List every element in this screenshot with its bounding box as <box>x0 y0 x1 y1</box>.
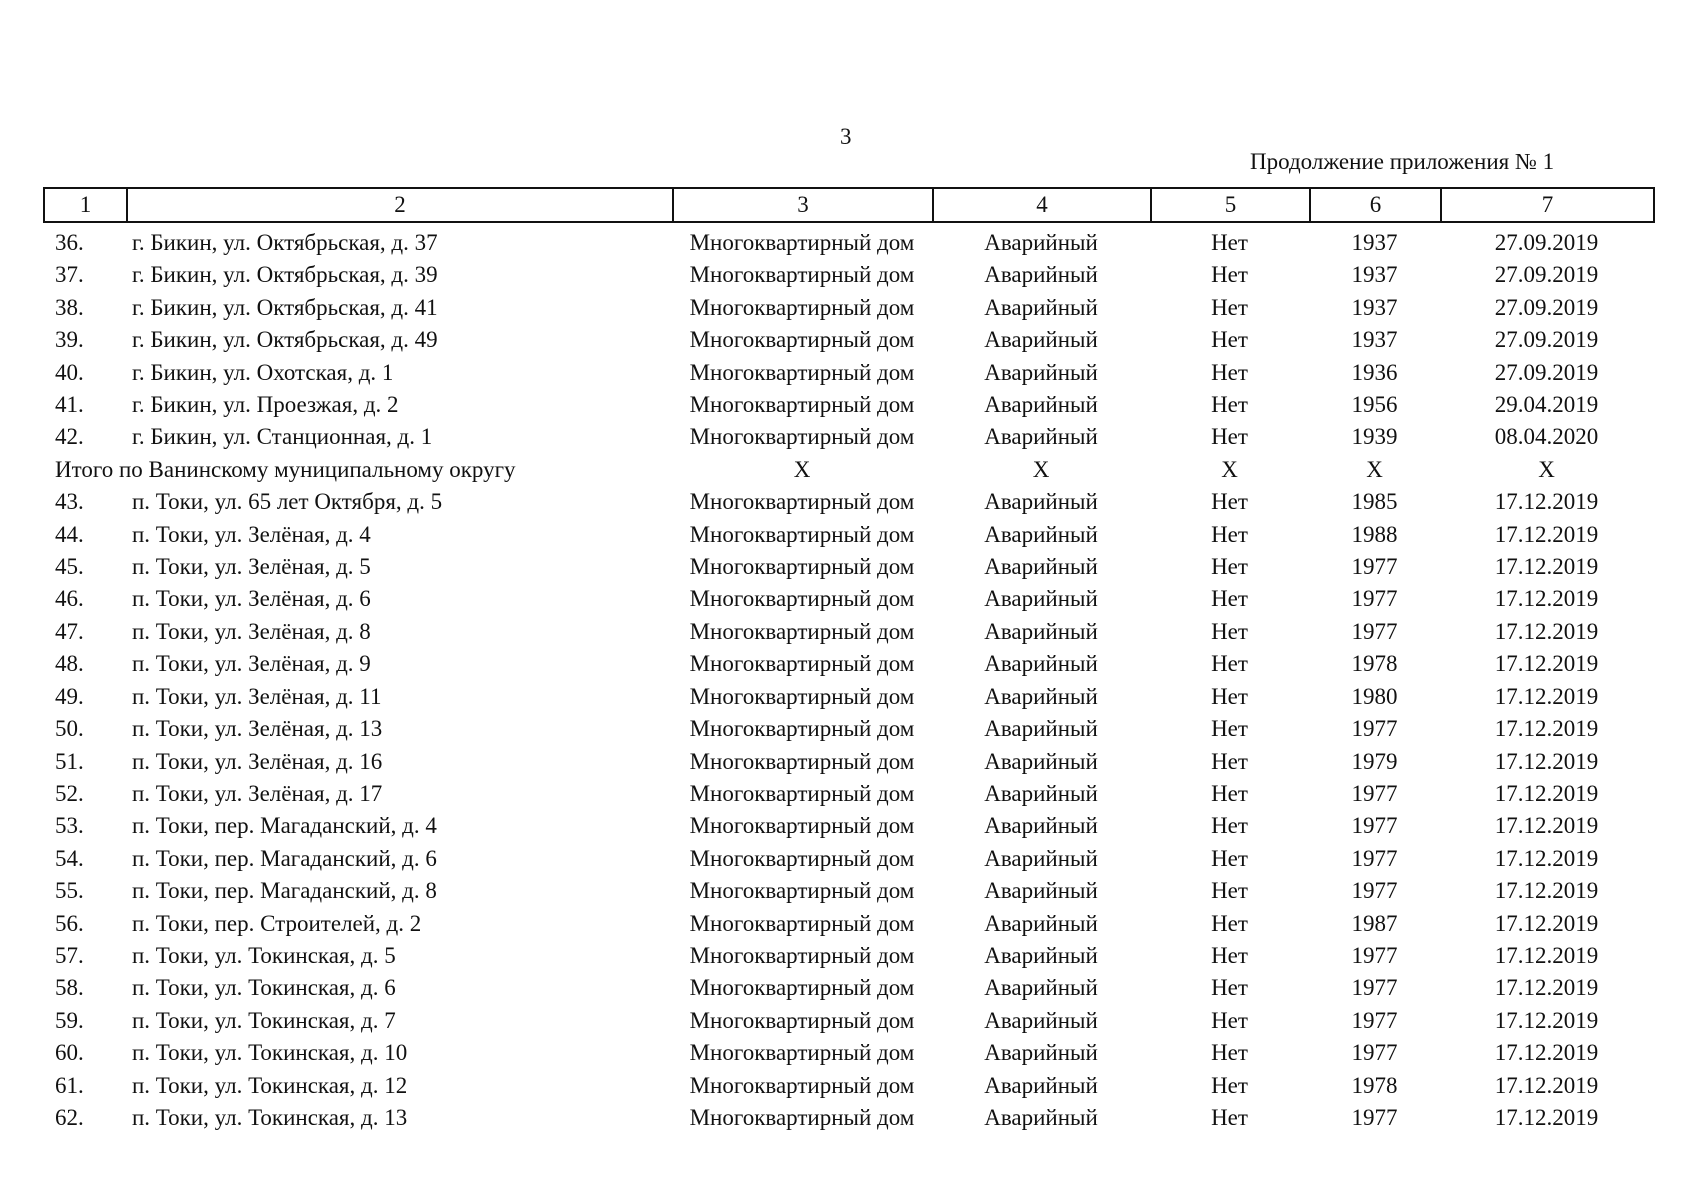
row-address: п. Токи, ул. Зелёная, д. 16 <box>132 748 383 774</box>
table-row <box>43 551 1653 583</box>
row-flag: Нет <box>1211 359 1248 385</box>
table-row <box>43 421 1653 453</box>
row-address: п. Токи, ул. Зелёная, д. 17 <box>132 780 383 806</box>
table-row <box>43 1070 1653 1102</box>
row-address: г. Бикин, ул. Октябрьская, д. 41 <box>132 294 438 320</box>
row-date: 17.12.2019 <box>1494 813 1599 839</box>
subtotal-year: X <box>1366 456 1383 482</box>
row-flag: Нет <box>1211 1104 1248 1130</box>
row-date: 27.09.2019 <box>1494 359 1599 385</box>
row-building-type: Многоквартирный дом <box>689 1040 915 1066</box>
subtotal-date: X <box>1538 456 1555 482</box>
row-year: 1978 <box>1351 1072 1398 1098</box>
row-year: 1980 <box>1351 683 1398 709</box>
row-address: п. Токи, ул. Токинская, д. 10 <box>132 1040 408 1066</box>
row-condition: Аварийный <box>984 230 1098 255</box>
row-flag: Нет <box>1211 1007 1248 1033</box>
row-flag: Нет <box>1211 392 1248 418</box>
table-row <box>43 843 1653 875</box>
row-year: 1977 <box>1351 716 1398 742</box>
row-flag: Нет <box>1211 1072 1248 1098</box>
page-number: 3 <box>840 124 852 149</box>
row-number: 46. <box>55 586 84 612</box>
row-flag: Нет <box>1211 294 1248 320</box>
row-condition: Аварийный <box>984 1040 1098 1066</box>
table-row <box>43 519 1653 551</box>
row-condition: Аварийный <box>984 845 1098 871</box>
row-number: 59. <box>55 1007 84 1033</box>
row-year: 1937 <box>1351 327 1398 353</box>
row-flag: Нет <box>1211 327 1248 353</box>
row-building-type: Многоквартирный дом <box>689 1104 915 1130</box>
row-flag: Нет <box>1211 262 1248 288</box>
row-year: 1977 <box>1351 813 1398 839</box>
table-row <box>43 1037 1653 1069</box>
row-address: п. Токи, пер. Магаданский, д. 6 <box>132 845 437 871</box>
row-number: 56. <box>55 910 84 936</box>
subtotal-type: X <box>793 456 811 482</box>
table-row <box>43 616 1653 648</box>
row-building-type: Многоквартирный дом <box>689 294 915 320</box>
row-flag: Нет <box>1211 489 1248 515</box>
row-building-type: Многоквартирный дом <box>689 1007 915 1033</box>
row-address: п. Токи, ул. Токинская, д. 13 <box>132 1104 408 1130</box>
row-number: 58. <box>55 975 84 1001</box>
subtotal-flag: X <box>1221 456 1238 482</box>
row-flag: Нет <box>1211 586 1248 612</box>
row-number: 53. <box>55 813 84 839</box>
row-condition: Аварийный <box>984 942 1098 968</box>
row-year: 1936 <box>1351 359 1398 385</box>
table-row <box>43 292 1653 324</box>
row-condition: Аварийный <box>984 521 1098 547</box>
row-building-type: Многоквартирный дом <box>689 845 915 871</box>
row-number: 36. <box>55 230 84 255</box>
row-year: 1977 <box>1351 554 1398 580</box>
row-flag: Нет <box>1211 748 1248 774</box>
row-year: 1937 <box>1351 230 1398 255</box>
row-building-type: Многоквартирный дом <box>689 716 915 742</box>
row-condition: Аварийный <box>984 392 1098 418</box>
subtotal-label: Итого по Ванинскому муниципальному округу <box>55 456 516 482</box>
row-condition: Аварийный <box>984 424 1098 450</box>
row-condition: Аварийный <box>984 618 1098 644</box>
row-building-type: Многоквартирный дом <box>689 780 915 806</box>
row-condition: Аварийный <box>984 716 1098 742</box>
row-building-type: Многоквартирный дом <box>689 878 915 904</box>
row-condition: Аварийный <box>984 327 1098 353</box>
row-year: 1977 <box>1351 586 1398 612</box>
row-condition: Аварийный <box>984 586 1098 612</box>
row-address: п. Токи, ул. Зелёная, д. 6 <box>132 586 371 612</box>
row-address: п. Токи, ул. Токинская, д. 12 <box>132 1072 408 1098</box>
row-address: п. Токи, ул. Зелёная, д. 11 <box>132 683 382 709</box>
row-condition: Аварийный <box>984 554 1098 580</box>
row-year: 1979 <box>1351 748 1398 774</box>
row-number: 37. <box>55 262 84 288</box>
row-year: 1977 <box>1351 1040 1398 1066</box>
row-building-type: Многоквартирный дом <box>689 359 915 385</box>
row-address: п. Токи, ул. Зелёная, д. 5 <box>132 554 371 580</box>
row-number: 52. <box>55 780 84 806</box>
table-row <box>43 648 1653 680</box>
row-flag: Нет <box>1211 910 1248 936</box>
row-date: 17.12.2019 <box>1494 845 1599 871</box>
row-date: 17.12.2019 <box>1494 651 1599 677</box>
row-building-type: Многоквартирный дом <box>689 683 915 709</box>
row-year: 1977 <box>1351 1007 1398 1033</box>
column-header: 5 <box>1151 188 1310 222</box>
row-flag: Нет <box>1211 651 1248 677</box>
row-address: п. Токи, пер. Магаданский, д. 8 <box>132 878 437 904</box>
column-header: 7 <box>1441 188 1654 222</box>
buildings-table <box>43 227 1653 1134</box>
row-number: 44. <box>55 521 84 547</box>
row-date: 17.12.2019 <box>1494 878 1599 904</box>
row-date: 17.12.2019 <box>1494 780 1599 806</box>
row-number: 51. <box>55 748 84 774</box>
row-condition: Аварийный <box>984 975 1098 1001</box>
row-address: п. Токи, ул. Токинская, д. 6 <box>132 975 396 1001</box>
row-flag: Нет <box>1211 230 1248 255</box>
row-number: 42. <box>55 424 84 450</box>
row-building-type: Многоквартирный дом <box>689 1072 915 1098</box>
row-flag: Нет <box>1211 1040 1248 1066</box>
row-building-type: Многоквартирный дом <box>689 942 915 968</box>
row-address: п. Токи, ул. 65 лет Октября, д. 5 <box>132 489 443 515</box>
row-condition: Аварийный <box>984 262 1098 288</box>
row-address: п. Токи, пер. Строителей, д. 2 <box>132 910 422 936</box>
row-date: 27.09.2019 <box>1494 294 1599 320</box>
row-date: 17.12.2019 <box>1494 975 1599 1001</box>
row-number: 62. <box>55 1104 84 1130</box>
column-header-row <box>44 188 1654 222</box>
row-condition: Аварийный <box>984 910 1098 936</box>
row-building-type: Многоквартирный дом <box>689 262 915 288</box>
row-flag: Нет <box>1211 716 1248 742</box>
table-row <box>43 940 1653 972</box>
row-building-type: Многоквартирный дом <box>689 651 915 677</box>
table-row <box>43 778 1653 810</box>
row-number: 54. <box>55 845 84 871</box>
table-row <box>43 389 1653 421</box>
row-date: 17.12.2019 <box>1494 1104 1599 1130</box>
column-header: 2 <box>127 188 673 222</box>
row-address: г. Бикин, ул. Проезжая, д. 2 <box>132 392 399 418</box>
row-number: 57. <box>55 942 84 968</box>
row-condition: Аварийный <box>984 359 1098 385</box>
row-year: 1987 <box>1351 910 1398 936</box>
row-year: 1978 <box>1351 651 1398 677</box>
row-number: 55. <box>55 878 84 904</box>
row-building-type: Многоквартирный дом <box>689 554 915 580</box>
row-flag: Нет <box>1211 521 1248 547</box>
row-year: 1956 <box>1351 392 1398 418</box>
row-date: 17.12.2019 <box>1494 748 1599 774</box>
row-year: 1937 <box>1351 262 1398 288</box>
table-row <box>43 324 1653 356</box>
row-flag: Нет <box>1211 845 1248 871</box>
row-date: 27.09.2019 <box>1494 262 1599 288</box>
column-header-table <box>43 187 1655 223</box>
row-date: 17.12.2019 <box>1494 1072 1599 1098</box>
row-building-type: Многоквартирный дом <box>689 813 915 839</box>
row-flag: Нет <box>1211 813 1248 839</box>
row-year: 1977 <box>1351 618 1398 644</box>
row-condition: Аварийный <box>984 651 1098 677</box>
row-number: 41. <box>55 392 84 418</box>
row-year: 1977 <box>1351 975 1398 1001</box>
row-date: 17.12.2019 <box>1494 942 1599 968</box>
row-address: г. Бикин, ул. Октябрьская, д. 49 <box>132 327 438 353</box>
row-condition: Аварийный <box>984 748 1098 774</box>
row-building-type: Многоквартирный дом <box>689 521 915 547</box>
row-flag: Нет <box>1211 554 1248 580</box>
subtotal-row <box>43 454 1653 486</box>
continuation-caption: Продолжение приложения № 1 <box>1250 149 1555 174</box>
table-row <box>43 1102 1653 1134</box>
row-year: 1977 <box>1351 845 1398 871</box>
row-address: п. Токи, ул. Токинская, д. 5 <box>132 942 396 968</box>
row-year: 1977 <box>1351 780 1398 806</box>
row-number: 45. <box>55 554 84 580</box>
row-building-type: Многоквартирный дом <box>689 748 915 774</box>
table-row <box>43 746 1653 778</box>
table-row <box>43 357 1653 389</box>
row-flag: Нет <box>1211 683 1248 709</box>
row-year: 1988 <box>1351 521 1398 547</box>
row-address: п. Токи, ул. Зелёная, д. 13 <box>132 716 383 742</box>
row-date: 17.12.2019 <box>1494 554 1599 580</box>
row-flag: Нет <box>1211 424 1248 450</box>
row-condition: Аварийный <box>984 294 1098 320</box>
row-number: 50. <box>55 716 84 742</box>
row-date: 17.12.2019 <box>1494 683 1599 709</box>
row-date: 17.12.2019 <box>1494 1007 1599 1033</box>
row-address: п. Токи, ул. Зелёная, д. 4 <box>132 521 371 547</box>
row-flag: Нет <box>1211 878 1248 904</box>
row-building-type: Многоквартирный дом <box>689 327 915 353</box>
row-year: 1977 <box>1351 878 1398 904</box>
table-row <box>43 259 1653 291</box>
row-number: 39. <box>55 327 84 353</box>
row-date: 17.12.2019 <box>1494 716 1599 742</box>
table-row <box>43 227 1653 259</box>
row-date: 17.12.2019 <box>1494 489 1599 515</box>
row-address: п. Токи, ул. Зелёная, д. 9 <box>132 651 371 677</box>
row-date: 29.04.2019 <box>1494 392 1599 418</box>
row-condition: Аварийный <box>984 813 1098 839</box>
row-condition: Аварийный <box>984 683 1098 709</box>
row-year: 1977 <box>1351 1104 1398 1130</box>
table-row <box>43 875 1653 907</box>
row-condition: Аварийный <box>984 489 1098 515</box>
row-number: 40. <box>55 359 84 385</box>
row-date: 27.09.2019 <box>1494 230 1599 255</box>
row-address: г. Бикин, ул. Октябрьская, д. 39 <box>132 262 438 288</box>
row-address: п. Токи, пер. Магаданский, д. 4 <box>132 813 437 839</box>
column-header: 1 <box>44 188 127 222</box>
row-flag: Нет <box>1211 618 1248 644</box>
row-building-type: Многоквартирный дом <box>689 424 915 450</box>
column-header: 6 <box>1310 188 1441 222</box>
row-year: 1977 <box>1351 942 1398 968</box>
row-flag: Нет <box>1211 780 1248 806</box>
table-row <box>43 908 1653 940</box>
row-number: 49. <box>55 683 84 709</box>
row-number: 38. <box>55 294 84 320</box>
row-date: 17.12.2019 <box>1494 618 1599 644</box>
table-row <box>43 972 1653 1004</box>
row-date: 17.12.2019 <box>1494 521 1599 547</box>
table-row <box>43 486 1653 518</box>
table-row <box>43 810 1653 842</box>
row-address: г. Бикин, ул. Октябрьская, д. 37 <box>132 230 438 255</box>
row-date: 08.04.2020 <box>1494 424 1599 450</box>
row-condition: Аварийный <box>984 1104 1098 1130</box>
row-building-type: Многоквартирный дом <box>689 392 915 418</box>
row-address: г. Бикин, ул. Станционная, д. 1 <box>132 424 433 450</box>
row-flag: Нет <box>1211 975 1248 1001</box>
row-flag: Нет <box>1211 942 1248 968</box>
row-condition: Аварийный <box>984 878 1098 904</box>
row-number: 60. <box>55 1040 84 1066</box>
row-condition: Аварийный <box>984 780 1098 806</box>
table-row <box>43 713 1653 745</box>
row-building-type: Многоквартирный дом <box>689 910 915 936</box>
row-condition: Аварийный <box>984 1007 1098 1033</box>
row-condition: Аварийный <box>984 1072 1098 1098</box>
subtotal-state: X <box>1032 456 1050 482</box>
table-row <box>43 583 1653 615</box>
row-number: 61. <box>55 1072 84 1098</box>
row-date: 17.12.2019 <box>1494 1040 1599 1066</box>
row-year: 1939 <box>1351 424 1398 450</box>
row-address: п. Токи, ул. Токинская, д. 7 <box>132 1007 396 1033</box>
row-year: 1985 <box>1351 489 1398 515</box>
row-year: 1937 <box>1351 294 1398 320</box>
table-row <box>43 1005 1653 1037</box>
row-building-type: Многоквартирный дом <box>689 975 915 1001</box>
row-building-type: Многоквартирный дом <box>689 489 915 515</box>
column-header: 4 <box>933 188 1151 222</box>
table-row <box>43 681 1653 713</box>
row-building-type: Многоквартирный дом <box>689 618 915 644</box>
column-header: 3 <box>673 188 933 222</box>
row-address: п. Токи, ул. Зелёная, д. 8 <box>132 618 371 644</box>
row-number: 47. <box>55 618 84 644</box>
row-date: 17.12.2019 <box>1494 586 1599 612</box>
row-number: 43. <box>55 489 84 515</box>
row-address: г. Бикин, ул. Охотская, д. 1 <box>132 359 394 385</box>
row-number: 48. <box>55 651 84 677</box>
row-building-type: Многоквартирный дом <box>689 230 915 255</box>
row-date: 27.09.2019 <box>1494 327 1599 353</box>
row-building-type: Многоквартирный дом <box>689 586 915 612</box>
row-date: 17.12.2019 <box>1494 910 1599 936</box>
